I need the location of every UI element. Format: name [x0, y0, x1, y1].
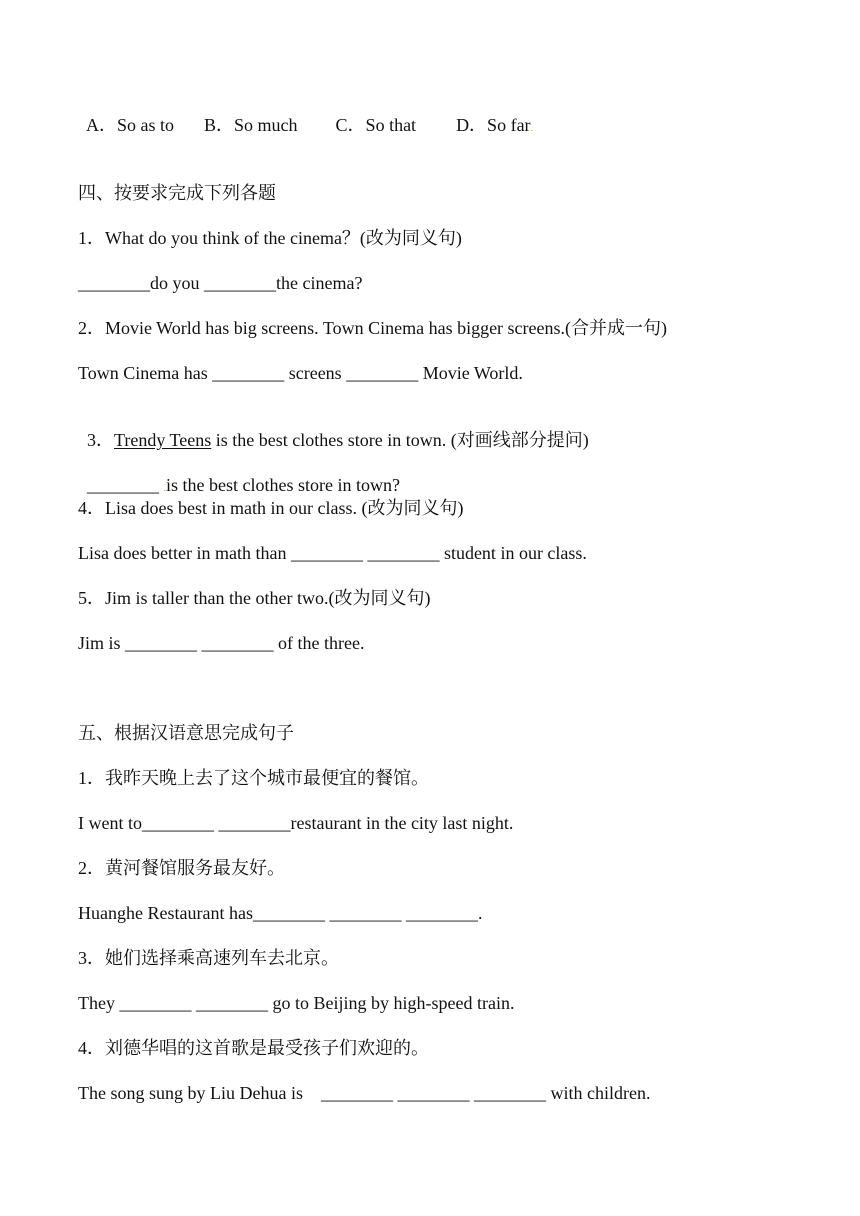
s4-q4-answer: Lisa does better in math than ________ ________ student in our class. [78, 543, 587, 563]
s4-q3-rest: is the best clothes store in town. (对画线部分提问) [211, 430, 589, 450]
s5-q2-answer: Huanghe Restaurant has________ ________ ________. [78, 903, 483, 923]
options-line [78, 92, 533, 140]
s5-q3-question: 3．她们选择乘高速列车去北京。 [78, 948, 339, 968]
s4-q4-question: 4．Lisa does best in math in our class. (改为同义句) [78, 498, 464, 518]
s4-q3-answer-rest: is the best clothes store in town? [166, 475, 400, 495]
s5-q3-answer: They ________ ________ go to Beijing by high-speed train. [78, 993, 515, 1013]
s4-q3-answer [78, 452, 400, 500]
option-d-mark: . [530, 123, 534, 134]
s5-q1-answer: I went to________ ________restaurant in the city last night. [78, 813, 514, 833]
s4-q2-question: 2．Movie World has big screens. Town Cinema has bigger screens.(合并成一句) [78, 318, 668, 338]
s4-q3-question [78, 407, 589, 451]
s4-q1-question: 1．What do you think of the cinema？(改为同义句) [78, 228, 462, 248]
s4-q5-question: 5．Jim is taller than the other two.(改为同义句) [78, 588, 431, 608]
option-c: C．So that [335, 115, 417, 135]
section4-title: 四、按要求完成下列各题 [78, 183, 276, 203]
option-b: B．So much [204, 115, 298, 135]
s4-q3-answer-blank: ________ [87, 475, 164, 495]
s5-q2-question: 2．黄河餐馆服务最友好。 [78, 858, 285, 878]
s5-q1-question: 1．我昨天晚上去了这个城市最便宜的餐馆。 [78, 768, 429, 788]
s4-q2-answer: Town Cinema has ________ screens ________ Movie World. [78, 363, 523, 383]
s4-q3-prefix: 3． [87, 430, 114, 450]
s5-q4-question: 4．刘德华唱的这首歌是最受孩子们欢迎的。 [78, 1038, 429, 1058]
s4-q3-answer-mark: . [163, 483, 166, 494]
s5-q4-answer: The song sung by Liu Dehua is ________ ________ ________ with children. [78, 1083, 651, 1103]
s4-q1-answer: ________do you ________the cinema? [78, 273, 363, 293]
section5-title: 五、根据汉语意思完成句子 [78, 723, 294, 743]
option-d: D．So far [456, 115, 531, 135]
option-a: A．So as to [86, 115, 175, 135]
s4-q3-underlined: Trendy Teens [114, 430, 212, 450]
s4-q5-answer: Jim is ________ ________ of the three. [78, 633, 365, 653]
